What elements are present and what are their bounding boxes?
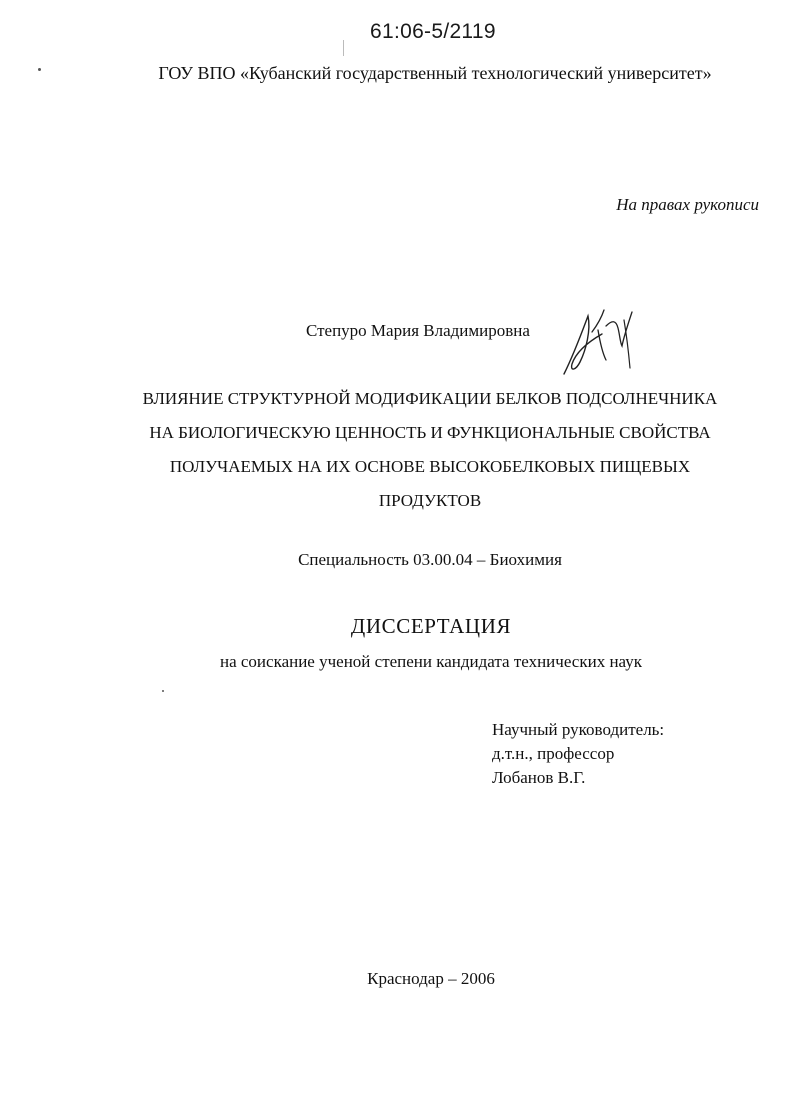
dissertation-title: [100, 382, 760, 518]
supervisor-label: Научный руководитель:: [492, 720, 665, 739]
manuscript-note: На правах рукописи: [616, 195, 759, 214]
title-line: ПОЛУЧАЕМЫХ НА ИХ ОСНОВЕ ВЫСОКОБЕЛКОВЫХ ПИЩЕВЫХ: [169, 457, 691, 476]
institution-name: ГОУ ВПО «Кубанский государственный технологический университет»: [158, 63, 712, 83]
catalog-number: 61:06-5/2119: [370, 20, 496, 43]
author-name: Степуро Мария Владимировна: [306, 321, 530, 340]
scan-speck: [162, 690, 164, 692]
city-year: Краснодар – 2006: [367, 969, 495, 988]
title-line: ПРОДУКТОВ: [378, 491, 482, 510]
supervisor-block: [492, 718, 664, 790]
title-line: ВЛИЯНИЕ СТРУКТУРНОЙ МОДИФИКАЦИИ БЕЛКОВ ПОДСОЛНЕЧНИКА: [142, 389, 718, 408]
supervisor-degree: д.т.н., профессор: [492, 744, 615, 763]
scan-speck: [38, 68, 41, 71]
specialty: Специальность 03.00.04 – Биохимия: [298, 550, 562, 569]
supervisor-name: Лобанов В.Г.: [492, 768, 586, 787]
degree-line: на соискание ученой степени кандидата технических наук: [219, 652, 642, 671]
document-type: ДИССЕРТАЦИЯ: [350, 614, 512, 638]
scan-mark: [343, 40, 344, 56]
title-line: НА БИОЛОГИЧЕСКУЮ ЦЕННОСТЬ И ФУНКЦИОНАЛЬНЫЕ СВОЙСТВА: [149, 423, 711, 442]
signature-icon: [558, 302, 638, 382]
